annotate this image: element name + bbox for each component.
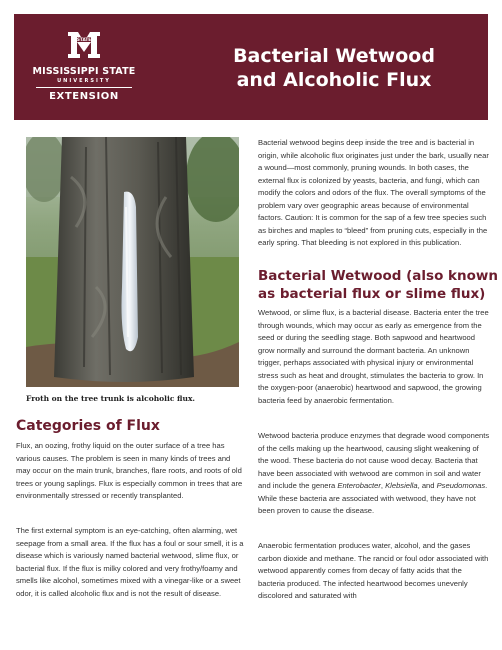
wetwood-heading-line-1: Bacterial Wetwood (also known	[258, 268, 499, 284]
svg-text:STATE: STATE	[76, 37, 92, 43]
wetwood-paragraph-1: Wetwood, or slime flux, is a bacterial disease. Bacteria enter the tree through wounds, which may occur as early as emergence from the seed or during the seedling stage. Both sapwood and heartwood grow normally and surround the dormant bacteria. An unknown trigger, perhaps associated with physical injury or environmental stress such as heat and drought, stimulates the bacteria to grow. In the oxygen-poor (anaerobic) heartwood and sapwood, the growing bacteria feed by anaerobic fermentation.	[258, 308, 489, 405]
page-title	[184, 44, 484, 92]
wetwood-heading-line-2: as bacterial flux or slime flux)	[258, 286, 486, 302]
wetwood-paragraph-2-end: . While these bacteria are associated with wetwood, they have not been proven to cause the disease.	[258, 481, 488, 515]
logo-university-name: MISSISSIPPI STATE	[32, 66, 136, 77]
logo-divider	[36, 87, 132, 88]
tree-trunk-image	[26, 137, 239, 387]
wetwood-paragraph-3: Anaerobic fermentation produces water, alcohol, and the gases carbon dioxide and methane. The rancid or foul odor associated with wetwood apparently comes from decay of fatty acids that the bacteria produced. The infected heartwood becomes unevenly discolored and saturated with	[258, 541, 489, 600]
genus-pseudomonas: Pseudomonas	[436, 481, 486, 490]
genus-enterobacter: Enterobacter	[337, 481, 381, 490]
categories-heading: Categories of Flux	[16, 418, 160, 434]
genus-klebsiella: Klebsiella	[385, 481, 418, 490]
logo-extension: EXTENSION	[49, 91, 119, 102]
logo-university-sub: UNIVERSITY	[57, 78, 111, 84]
categories-paragraph-1: Flux, an oozing, frothy liquid on the outer surface of a tree has various causes. The problem is seen in many kinds of trees and may occur on the main trunk, branches, flare roots, and roots of old trees or young saplings. Flux is especially common in trees that are environmentally stressed or recently transplanted.	[16, 441, 243, 500]
wetwood-paragraph-2-start: Wetwood bacteria produce enzymes that degrade wood components of the cells making up the heartwood, causing slight weakening of the wood. These bacteria do not cause wood decay. Bacteria that have been associated with wetwood are common in soil and water and include the genera	[258, 431, 490, 490]
tree-trunk-photo	[26, 137, 239, 387]
msu-m-logo-icon	[66, 30, 102, 60]
header-banner	[14, 14, 488, 120]
title-line-2: and Alcoholic Flux	[236, 69, 432, 91]
msu-extension-logo[interactable]	[14, 14, 154, 120]
genus-sep-2: , and	[417, 481, 437, 490]
genus-sep-1: ,	[380, 481, 386, 490]
intro-paragraph: Bacterial wetwood begins deep inside the tree and is bacterial in origin, while alcoholic flux originates just under the bark, usually near a wound—most commonly, pruning wounds. In both cases, the external flux is colonized by yeasts, bacteria, and fungi, which can modify the colors and odors of the flux. The overall symptoms of the problem vary over geographic areas because of environmental factors. Caution: It is common for the sap of a few tree species such as birches and maples to “bleed” from pruning cuts, especially in the early spring. That bleeding is not explored in this publication.	[258, 138, 489, 247]
wetwood-paragraph-2	[258, 430, 490, 518]
photo-caption: Froth on the tree trunk is alcoholic flux.	[26, 394, 196, 403]
categories-paragraph-2: The first external symptom is an eye-catching, often alarming, wet seepage from a small area. If the flux has a foul or sour smell, it is a disease which is variously named bacterial wetwood, slime flux, or bacterial flux. If the flux is milky colored and very frothy/foamy and smells like alcohol, sometimes mixed with a vinegar-like or a sweet odor, it is called alcoholic flux and is not the result of disease.	[16, 526, 244, 598]
wetwood-heading	[258, 267, 498, 303]
title-line-1: Bacterial Wetwood	[233, 45, 435, 67]
